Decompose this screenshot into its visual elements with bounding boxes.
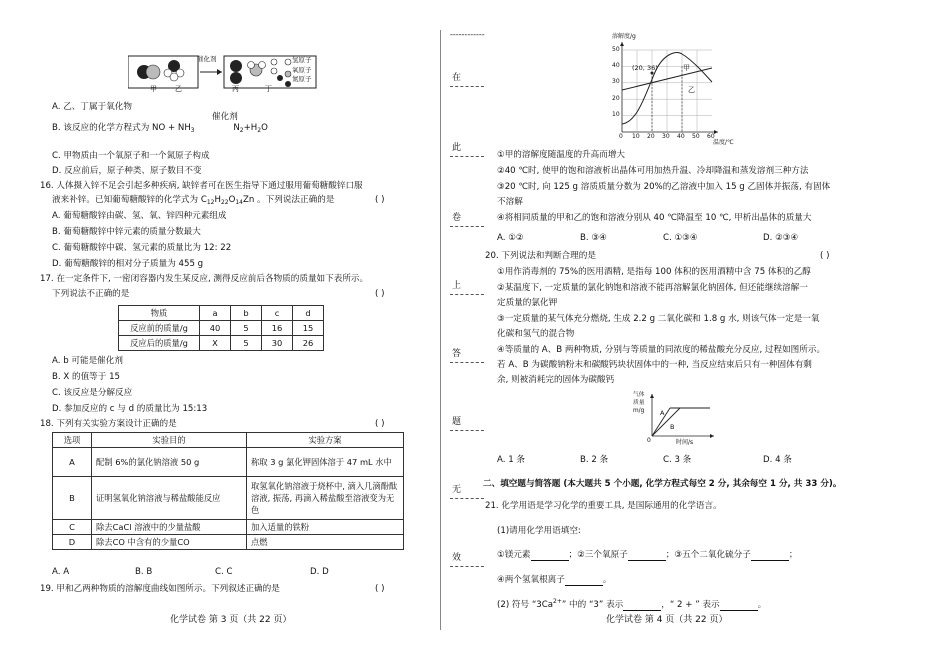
table-cell: c — [262, 306, 293, 321]
q20-option-d: D. 4 条 — [763, 455, 792, 465]
table-cell: D — [53, 535, 92, 550]
q18-option-c: C. C — [215, 567, 233, 577]
q20-statement-4b: 若 A、B 为碳酸钠粉末和碳酸钙块状固体中的一种, 当反应结束后只有一种固体有剩 — [497, 360, 812, 370]
page-footer-4: 化学试卷 第 4 页（共 22 页） — [606, 615, 728, 625]
table-row — [53, 535, 404, 550]
gas-graph-y-label-2: 质量 — [633, 400, 645, 406]
graph-y-tick: 50 — [612, 46, 620, 53]
table-cell: 除去CO 中含有的少量CO — [92, 535, 247, 550]
table-row — [119, 336, 324, 351]
q19-option-a: A. ①② — [497, 233, 524, 243]
q18-option-b: B. B — [135, 567, 153, 577]
answer-blank[interactable] — [623, 601, 661, 611]
q20-statement-1: ①用作消毒剂的 75%的医用酒精, 是指每 100 体积的医用酒精中含 75 体积的乙醇 — [497, 267, 811, 277]
q16-option-b: B. 葡萄糖酸锌中锌元素的质量分数最大 — [52, 227, 201, 237]
q19-statement-3: ③20 ℃时, 向 125 g 溶质质量分数为 20%的乙溶液中加入 15 g 乙固体并振荡, 有固体 — [497, 182, 831, 192]
gas-graph-y-label-1: 气体 — [633, 392, 645, 398]
table-cell: 16 — [262, 321, 293, 336]
q19-stem: 19. 甲和乙两种物质的溶解度曲线如图所示。下列叙述正确的是 — [40, 584, 280, 594]
graph-x-tick: 10 — [632, 133, 640, 140]
q18-stem: 18. 下列有关实验方案设计正确的是 — [40, 419, 177, 429]
margin-dash — [450, 294, 484, 295]
top-dash-mark: ------------ — [450, 30, 485, 39]
table-cell: d — [293, 306, 324, 321]
q16-stem-1: 16. 人体摄入锌不足会引起多种疾病, 缺锌者可在医生指导下通过服用葡萄糖酸锌口服 — [40, 181, 363, 191]
table-cell: a — [200, 306, 231, 321]
table-row — [53, 520, 404, 535]
table-header-cell: 实验目的 — [92, 433, 247, 448]
label-jia: 甲 — [150, 85, 157, 93]
label-ding: 丁 — [265, 85, 272, 93]
answer-blank[interactable] — [720, 601, 758, 611]
q20-answer-paren: ( ) — [820, 251, 830, 261]
margin-char: 答 — [452, 349, 462, 359]
label-yi: 乙 — [175, 85, 182, 93]
q20-statement-2b: 定质量的氯化钾 — [497, 298, 558, 308]
table-cell: 5 — [231, 336, 262, 351]
q20-statement-4: ④等质量的 A、B 两种物质, 分别与等质量的同浓度的稀盐酸充分反应, 过程如图所示。 — [497, 345, 826, 355]
q19-statement-4: ④将相同质量的甲和乙的饱和溶液分别从 40 ℃降温至 10 ℃, 甲析出晶体的质量大 — [497, 213, 812, 223]
table-cell: 取氢氧化钠溶液于烧杯中, 滴入几滴酚酞溶液, 振荡, 再滴入稀盐酸至溶液变为无色 — [247, 477, 404, 520]
q16-stem-2: 液来补锌。已知葡萄糖酸锌的化学式为 $C_{12}H_{22}O_{14}Zn$ 。下列说法正确的是 — [52, 195, 335, 206]
table-cell: 反应前的质量/g — [119, 321, 200, 336]
table-cell: 配制 6%的氯化钠溶液 50 g — [92, 448, 247, 477]
label-bing: 丙 — [232, 85, 239, 93]
legend-oxygen: 氧原子 — [292, 65, 312, 74]
graph-series-jia: 甲 — [683, 64, 690, 72]
q20-statement-3b: 化碳和氢气的混合物 — [497, 329, 575, 339]
table-cell: X — [200, 336, 231, 351]
q18-answer-paren: ( ) — [375, 419, 385, 429]
margin-char: 卷 — [452, 213, 462, 223]
section-2-heading: 二、填空题与简答题 (本大题共 5 个小题, 化学方程式每空 2 分, 其余每空 1 分, 共 33 分)。 — [483, 479, 842, 489]
gas-graph-origin: 0 — [647, 437, 651, 444]
q19-option-d: D. ②③④ — [763, 233, 799, 243]
graph-series-yi: 乙 — [688, 86, 695, 94]
q20-statement-4c: 余, 则被消耗完的固体为碳酸钙 — [497, 375, 615, 385]
table-cell: 30 — [262, 336, 293, 351]
q17-answer-paren: ( ) — [375, 289, 385, 299]
q20-option-a: A. 1 条 — [497, 455, 525, 465]
q21-fill-line-1: ①镁元素 ；②三个氧原子 ；③五个二氧化硫分子 ； — [497, 550, 798, 561]
graph-x-tick: 20 — [647, 133, 655, 140]
table-cell: b — [231, 306, 262, 321]
table-cell: 5 — [231, 321, 262, 336]
margin-dash — [450, 226, 484, 227]
q17-mass-table — [118, 305, 324, 351]
q19-statement-2: ②40 ℃时, 使甲的饱和溶液析出晶体可用加热升温、冷却降温和蒸发溶剂三种方法 — [497, 166, 809, 176]
margin-dash — [450, 362, 484, 363]
q15-option-d: D. 反应前后，原子种类、原子数目不变 — [52, 166, 202, 176]
legend-nitrogen: 氮原子 — [292, 75, 312, 83]
page-footer-3: 化学试卷 第 3 页（共 22 页） — [170, 615, 292, 625]
q17-option-c: C. 该反应是分解反应 — [52, 388, 133, 398]
q18-option-d: D. D — [310, 567, 329, 577]
margin-char: 在 — [452, 73, 462, 83]
margin-dash — [450, 566, 484, 567]
graph-x-tick: 60 — [707, 133, 715, 140]
answer-blank[interactable] — [751, 551, 789, 561]
table-cell: 40 — [200, 321, 231, 336]
graph-y-tick: 40 — [612, 62, 620, 69]
table-cell: 点燃 — [247, 535, 404, 550]
margin-dash — [450, 430, 484, 431]
q17-stem-1: 17. 在一定条件下, 一密闭容器内发生某反应, 测得反应前后各物质的质量如下表所示。 — [40, 274, 369, 284]
table-cell: 称取 3 g 氯化钾固体溶于 47 mL 水中 — [247, 448, 404, 477]
table-cell: 证明氢氧化钠溶液与稀盐酸能反应 — [92, 477, 247, 520]
q17-stem-2: 下列说法不正确的是 — [52, 289, 130, 299]
q17-option-b: B. X 的值等于 15 — [52, 372, 121, 382]
q21-stem: 21. 化学用语是学习化学的重要工具, 是国际通用的化学语言。 — [485, 501, 722, 511]
answer-blank[interactable] — [565, 576, 603, 586]
gas-graph-y-label-3: m/g — [633, 408, 645, 414]
q20-option-c: C. 3 条 — [663, 455, 692, 465]
margin-dash — [450, 498, 484, 499]
table-row — [53, 477, 404, 520]
q19-answer-paren: ( ) — [375, 584, 385, 594]
table-cell: A — [53, 448, 92, 477]
table-cell: 物质 — [119, 306, 200, 321]
q15-option-b-condition: 催化剂 — [212, 112, 238, 122]
margin-dash — [450, 156, 484, 157]
gas-mass-graph — [630, 390, 720, 448]
graph-x-tick: 30 — [662, 133, 670, 140]
table-cell: 除去CaCl 溶液中的少量盐酸 — [92, 520, 247, 535]
q19-option-c: C. ①③④ — [663, 233, 698, 243]
table-cell: C — [53, 520, 92, 535]
table-row — [53, 448, 404, 477]
graph-x-label: 温度/℃ — [713, 139, 734, 146]
q16-option-c: C. 葡萄糖酸锌中碳、氢元素的质量比为 12: 22 — [52, 243, 232, 253]
graph-y-label: 溶解度/g — [612, 33, 636, 40]
margin-dash — [450, 86, 484, 87]
q15-option-c: C. 甲物质由一个氧原子和一个氮原子构成 — [52, 151, 210, 161]
q21-part-2: (2) 符号 “$3Ca^{2+}$” 中的 “3” 表示 ，“ 2 + ” 表示 。 — [497, 598, 767, 610]
q16-option-d: D. 葡萄糖酸锌的相对分子质量为 455 g — [52, 259, 204, 269]
table-cell: B — [53, 477, 92, 520]
graph-y-tick: 30 — [612, 78, 620, 85]
margin-char: 无 — [452, 485, 462, 495]
q16-answer-paren: ( ) — [375, 195, 385, 205]
q21-fill-line-2: ④两个氢氧根离子 。 — [497, 575, 612, 586]
graph-y-tick: 20 — [612, 95, 620, 102]
catalyst-label: 催化剂 — [197, 55, 217, 63]
q18-option-a: A. A — [52, 567, 70, 577]
graph-point-label: (20, 36) — [632, 64, 658, 72]
graph-y-tick: 10 — [612, 111, 620, 118]
margin-char: 上 — [452, 281, 462, 291]
table-cell: 反应后的质量/g — [119, 336, 200, 351]
atom-legend — [292, 56, 312, 85]
q21-part-1: (1)请用化学用语填空: — [497, 526, 581, 536]
answer-blank[interactable] — [531, 551, 569, 561]
graph-x-tick: 50 — [692, 133, 700, 140]
gas-graph-series-a: A — [660, 409, 665, 417]
table-cell: 15 — [293, 321, 324, 336]
margin-char: 此 — [452, 143, 462, 153]
q17-option-d: D. 参加反应的 c 与 d 的质量比为 15:13 — [52, 404, 208, 414]
column-divider — [440, 30, 441, 630]
gas-graph-x-label: 时间/s — [676, 439, 694, 446]
q19-statement-3b: 不溶解 — [497, 197, 523, 207]
gas-graph-series-b: B — [670, 423, 675, 431]
q20-statement-3: ③一定质量的某气体充分燃烧, 生成 2.2 g 二氧化碳和 1.8 g 水, 则该气体一定是一氧 — [497, 314, 820, 324]
table-row — [119, 306, 324, 321]
graph-x-tick: 0 — [619, 133, 623, 140]
margin-char: 效 — [452, 553, 462, 563]
q18-experiment-table — [52, 432, 404, 550]
table-row — [119, 321, 324, 336]
q20-option-b: B. 2 条 — [580, 455, 609, 465]
q16-option-a: A. 葡萄糖酸锌由碳、氢、氧、锌四种元素组成 — [52, 211, 227, 221]
q15-option-b: B. 该反应的化学方程式为 NO + $NH_3$ $N_2+H_2O$ — [52, 123, 268, 134]
q20-stem: 20. 下列说法和判断合理的是 — [485, 251, 596, 261]
table-cell: 26 — [293, 336, 324, 351]
answer-blank[interactable] — [628, 551, 666, 561]
legend-hydrogen: 氢原子 — [292, 56, 312, 64]
graph-x-tick: 40 — [677, 133, 685, 140]
margin-char: 题 — [452, 417, 462, 427]
q17-option-a: A. b 可能是催化剂 — [52, 356, 123, 366]
q15-option-a: A. 乙、丁属于氧化物 — [52, 102, 132, 112]
q19-option-b: B. ③④ — [580, 233, 607, 243]
table-cell: 加入适量的铁粉 — [247, 520, 404, 535]
q19-statement-1: ①甲的溶解度随温度的升高而增大 — [497, 150, 626, 160]
table-row — [53, 433, 404, 448]
q20-statement-2: ②某温度下, 一定质量的氯化钠饱和溶液不能再溶解氯化钠固体, 但还能继续溶解一 — [497, 283, 808, 293]
table-header-cell: 实验方案 — [247, 433, 404, 448]
table-header-cell: 选项 — [53, 433, 92, 448]
